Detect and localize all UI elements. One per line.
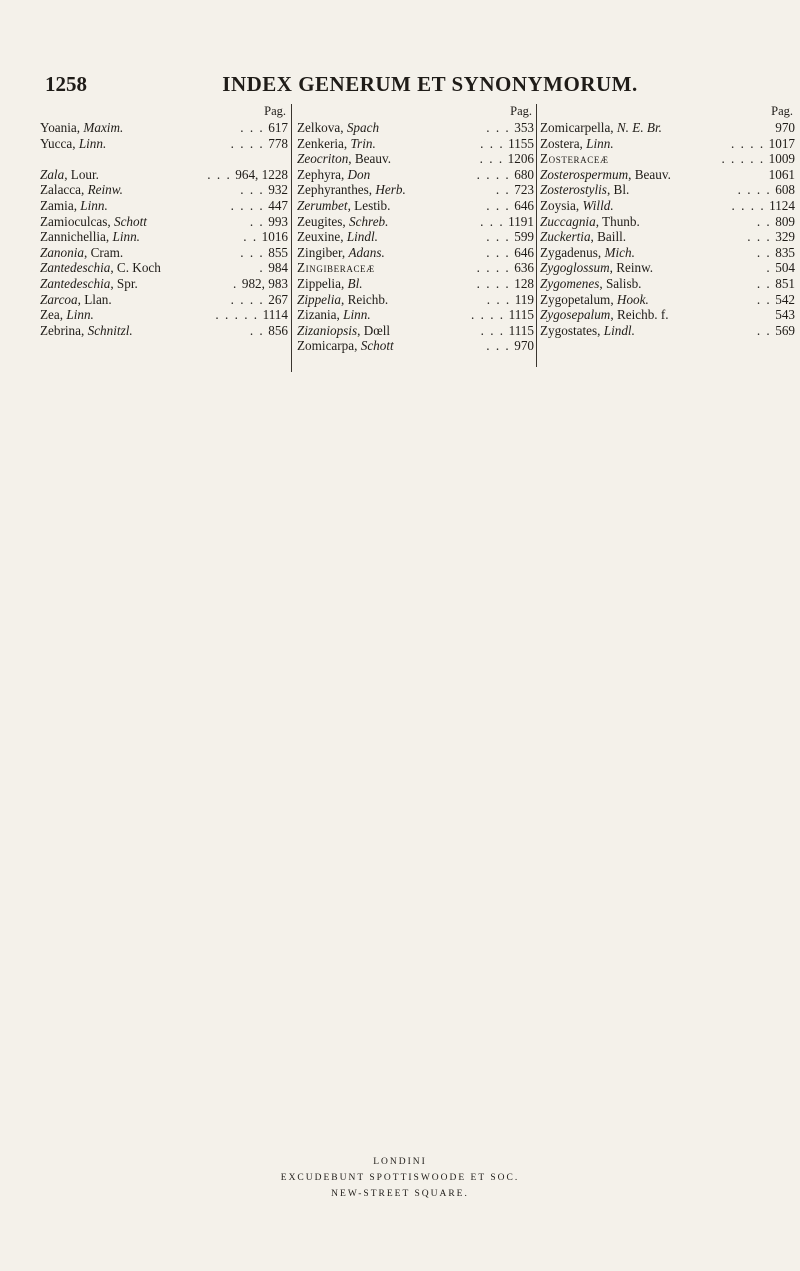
genus-name: Zamia bbox=[40, 197, 74, 213]
genus-name: Zanonia bbox=[40, 244, 84, 260]
page-reference: 856 bbox=[268, 322, 288, 338]
index-entry bbox=[40, 120, 288, 136]
genus-name: Zingiberaceæ bbox=[297, 260, 375, 276]
leader-dots: . . . bbox=[486, 120, 511, 135]
genus-name: Zosteraceæ bbox=[540, 151, 609, 167]
entry-name: Zeugites, Schreb. bbox=[297, 213, 389, 229]
leader-dots: . . bbox=[756, 275, 772, 291]
index-entry bbox=[540, 182, 795, 198]
entry-name: Zomicarpella, N. E. Br. bbox=[540, 120, 662, 135]
page-reference: 982, 983 bbox=[241, 275, 288, 291]
entry-name: Zea, Linn. bbox=[40, 307, 94, 323]
index-entry bbox=[297, 260, 534, 276]
index-entry bbox=[40, 276, 288, 292]
author-abbrev: Reinw. bbox=[616, 260, 654, 276]
leader-dots: . . . bbox=[240, 182, 265, 198]
index-entry bbox=[297, 182, 534, 198]
author-abbrev: Hook. bbox=[616, 291, 649, 307]
entry-name: Zamioculcas, Schott bbox=[40, 213, 147, 229]
leader-dots: . . . bbox=[240, 120, 265, 135]
author-abbrev: Beauv. bbox=[634, 166, 671, 182]
genus-name: Zala bbox=[40, 166, 65, 182]
genus-name: Zingiber bbox=[297, 244, 342, 260]
index-entry bbox=[40, 198, 288, 214]
entry-name: Zephyra, Don bbox=[297, 166, 371, 182]
imprint-printer: EXCUDEBUNT SPOTTISWOODE ET SOC. bbox=[280, 1173, 520, 1183]
genus-name: Zephyra bbox=[297, 166, 341, 182]
genus-name: Yucca bbox=[40, 135, 73, 151]
leader-dots: . . bbox=[756, 244, 772, 260]
author-abbrev: N. E. Br. bbox=[616, 120, 662, 135]
author-abbrev: Baill. bbox=[597, 229, 627, 245]
genus-name: Zalacca bbox=[40, 182, 81, 198]
leader-dots: . . . . bbox=[476, 166, 511, 182]
leader-dots: . . . bbox=[486, 197, 511, 213]
page-reference: 809 bbox=[775, 213, 795, 229]
leader-dots: . . . . bbox=[230, 197, 265, 213]
index-entry bbox=[297, 214, 534, 230]
genus-name: Zenkeria bbox=[297, 135, 344, 151]
author-abbrev: Schreb. bbox=[349, 213, 389, 229]
leader-dots: . . . bbox=[480, 213, 505, 229]
entry-name: Zygoglossum, Reinw. bbox=[540, 260, 654, 276]
page-reference: 608 bbox=[775, 182, 795, 198]
genus-name: Yoania bbox=[40, 120, 77, 135]
page-reference: 1115 bbox=[508, 322, 534, 338]
genus-name: Zosterostylis bbox=[540, 182, 607, 198]
index-entry bbox=[40, 214, 288, 230]
page-reference: 1061 bbox=[768, 166, 795, 182]
genus-name: Zizaniopsis bbox=[297, 322, 358, 338]
running-title: INDEX GENERUM ET SYNONYMORUM. bbox=[222, 72, 638, 96]
index-columns bbox=[40, 104, 795, 704]
index-entry bbox=[540, 307, 795, 323]
leader-dots: . . bbox=[756, 213, 772, 229]
imprint-address: NEW-STREET SQUARE. bbox=[331, 1189, 469, 1199]
leader-dots: . . bbox=[249, 322, 265, 338]
page-reference: 970 bbox=[514, 338, 534, 354]
entry-name: Zygostates, Lindl. bbox=[540, 322, 635, 338]
index-entry bbox=[540, 214, 795, 230]
author-abbrev: Spach bbox=[346, 120, 380, 135]
index-entry bbox=[297, 276, 534, 292]
index-entry bbox=[540, 136, 795, 152]
entry-name: Zosterostylis, Bl. bbox=[540, 182, 630, 198]
genus-name: Zuckertia bbox=[540, 229, 591, 245]
leader-dots: . . . . bbox=[230, 291, 265, 307]
entry-name: Zingiber, Adans. bbox=[297, 244, 385, 260]
page-reference: 984 bbox=[268, 260, 288, 276]
leader-dots: . . . . bbox=[471, 307, 505, 323]
index-entry bbox=[540, 292, 795, 308]
page-reference: 128 bbox=[514, 275, 534, 291]
entry-name: Zantedeschia, Spr. bbox=[40, 275, 138, 291]
genus-name: Zygopetalum bbox=[540, 291, 611, 307]
entry-name: Zizania, Linn. bbox=[297, 307, 371, 323]
page-reference: 1009 bbox=[768, 151, 795, 167]
index-entry bbox=[40, 182, 288, 198]
entry-name: Zala, Lour. bbox=[40, 166, 99, 182]
page-reference: 993 bbox=[268, 213, 288, 229]
index-entry bbox=[297, 245, 534, 261]
entry-name: Zantedeschia, C. Koch bbox=[40, 260, 161, 276]
index-entry bbox=[40, 245, 288, 261]
leader-dots: . . . . bbox=[731, 135, 765, 151]
leader-dots: . . . . . bbox=[721, 151, 765, 167]
author-abbrev: Don bbox=[347, 166, 371, 182]
entry-name: Zomicarpa, Schott bbox=[297, 338, 394, 354]
index-column-3 bbox=[540, 104, 795, 338]
page-reference: 1114 bbox=[262, 307, 288, 323]
genus-name: Zeuxine bbox=[297, 229, 341, 245]
genus-name: Zygoglossum bbox=[540, 260, 610, 276]
author-abbrev: Linn. bbox=[343, 307, 371, 323]
entry-name: Zeocriton, Beauv. bbox=[297, 151, 392, 167]
page-reference: 599 bbox=[514, 229, 534, 245]
genus-name: Zygostates bbox=[540, 322, 598, 338]
index-entry bbox=[297, 307, 534, 323]
author-abbrev: Willd. bbox=[582, 197, 614, 213]
leader-dots: . . bbox=[249, 213, 265, 229]
entry-name: Zygopetalum, Hook. bbox=[540, 291, 649, 307]
page-reference: 964, 1228 bbox=[235, 166, 288, 182]
entry-name: Zelkova, Spach bbox=[297, 120, 380, 135]
genus-name: Zuccagnia bbox=[540, 213, 596, 229]
leader-dots: . . . bbox=[486, 291, 511, 307]
leader-dots: . . . bbox=[480, 322, 505, 338]
page-reference: 447 bbox=[268, 197, 288, 213]
printer-imprint bbox=[0, 1154, 800, 1202]
column-rule bbox=[291, 104, 292, 372]
entry-name: Zalacca, Reinw. bbox=[40, 182, 123, 198]
author-abbrev: Lindl. bbox=[346, 229, 378, 245]
page-reference: 970 bbox=[775, 120, 795, 135]
page-reference: 1017 bbox=[768, 135, 795, 151]
leader-dots: . . . bbox=[480, 135, 505, 151]
index-column-1 bbox=[40, 104, 288, 338]
author-abbrev: Reichb. f. bbox=[616, 307, 669, 323]
genus-name: Zantedeschia bbox=[40, 275, 111, 291]
entry-name: Zephyranthes, Herb. bbox=[297, 182, 406, 198]
author-abbrev: Lindl. bbox=[603, 322, 635, 338]
leader-dots: . . bbox=[243, 229, 258, 245]
index-entry bbox=[297, 198, 534, 214]
page-reference: 542 bbox=[775, 291, 795, 307]
page-number: 1258 bbox=[45, 72, 87, 96]
index-entry bbox=[40, 323, 288, 339]
page-reference: 636 bbox=[514, 260, 534, 276]
page-reference: 835 bbox=[775, 244, 795, 260]
genus-name: Zoysia bbox=[540, 197, 576, 213]
page-reference: 569 bbox=[775, 322, 795, 338]
page-reference: 1124 bbox=[769, 197, 795, 213]
entry-name: Zuccagnia, Thunb. bbox=[540, 213, 640, 229]
index-entry bbox=[297, 338, 534, 354]
page-reference: 723 bbox=[514, 182, 534, 198]
entry-name bbox=[297, 260, 375, 276]
author-abbrev: Thunb. bbox=[602, 213, 640, 229]
entry-name: Zizaniopsis, Dœll bbox=[297, 322, 391, 338]
page-reference: 119 bbox=[514, 291, 534, 307]
author-abbrev: Linn. bbox=[112, 229, 140, 245]
index-entry bbox=[297, 167, 534, 183]
genus-name: Zephyranthes bbox=[297, 182, 369, 198]
genus-name: Zippelia bbox=[297, 275, 341, 291]
author-abbrev: Linn. bbox=[66, 307, 94, 323]
entry-name: Zamia, Linn. bbox=[40, 197, 108, 213]
author-abbrev: Bl. bbox=[347, 275, 363, 291]
author-abbrev: Herb. bbox=[375, 182, 406, 198]
page-column-label: Pag. bbox=[510, 104, 532, 118]
genus-name: Zelkova bbox=[297, 120, 341, 135]
index-entry bbox=[297, 120, 534, 136]
index-entry bbox=[297, 136, 534, 152]
genus-name: Zygosepalum bbox=[540, 307, 611, 323]
index-entry bbox=[40, 136, 288, 152]
author-abbrev: Mich. bbox=[604, 244, 635, 260]
entry-name: Zanonia, Cram. bbox=[40, 244, 124, 260]
index-entry bbox=[40, 292, 288, 308]
page-reference: 646 bbox=[514, 197, 534, 213]
genus-name: Zamioculcas bbox=[40, 213, 108, 229]
page-reference: 778 bbox=[268, 135, 288, 151]
author-abbrev: Schnitzl. bbox=[87, 322, 133, 338]
entry-name bbox=[540, 151, 609, 167]
genus-name: Zantedeschia bbox=[40, 260, 111, 276]
index-entry bbox=[540, 245, 795, 261]
genus-name: Zea bbox=[40, 307, 60, 323]
page-reference: 353 bbox=[514, 120, 534, 135]
index-entry bbox=[540, 151, 795, 167]
author-abbrev: Linn. bbox=[80, 197, 108, 213]
leader-dots: . . bbox=[756, 322, 772, 338]
author-abbrev: Lour. bbox=[70, 166, 99, 182]
genus-name: Zygomenes bbox=[540, 275, 600, 291]
entry-name: Zerumbet, Lestib. bbox=[297, 197, 391, 213]
index-entry bbox=[40, 307, 288, 323]
index-entry bbox=[40, 229, 288, 245]
leader-dots: . bbox=[259, 260, 265, 276]
index-entry bbox=[540, 229, 795, 245]
genus-name: Zippelia bbox=[297, 291, 341, 307]
index-entry bbox=[297, 292, 534, 308]
genus-name: Zygadenus bbox=[540, 244, 598, 260]
author-abbrev: Beauv. bbox=[354, 151, 392, 167]
author-abbrev: Dœll bbox=[363, 322, 391, 338]
entry-name: Zostera, Linn. bbox=[540, 135, 614, 151]
author-abbrev: Adans. bbox=[348, 244, 385, 260]
genus-name: Zeocriton bbox=[297, 151, 349, 167]
entry-name: Zosterospermum, Beauv. bbox=[540, 166, 671, 182]
leader-dots: . . . bbox=[479, 151, 504, 167]
leader-dots: . . . bbox=[486, 244, 511, 260]
author-abbrev: Salisb. bbox=[605, 275, 642, 291]
page-reference: 1115 bbox=[508, 307, 534, 323]
index-entry bbox=[297, 323, 534, 339]
entry-name: Zippelia, Bl. bbox=[297, 275, 363, 291]
entry-name: Zippelia, Reichb. bbox=[297, 291, 389, 307]
entry-name: Zannichellia, Linn. bbox=[40, 229, 140, 245]
leader-dots: . . . . . bbox=[215, 307, 259, 323]
genus-name: Zomicarpa bbox=[297, 338, 355, 354]
blank-line bbox=[40, 151, 288, 167]
leader-dots: . . . bbox=[486, 338, 511, 354]
genus-name: Zarcoa bbox=[40, 291, 78, 307]
page-reference: 646 bbox=[514, 244, 534, 260]
page-column-label: Pag. bbox=[771, 104, 793, 118]
index-entry bbox=[540, 167, 795, 183]
entry-name: Zarcoa, Llan. bbox=[40, 291, 112, 307]
genus-name: Zostera bbox=[540, 135, 580, 151]
entry-name: Zebrina, Schnitzl. bbox=[40, 322, 133, 338]
genus-name: Zomicarpella bbox=[540, 120, 611, 135]
entry-name: Zuckertia, Baill. bbox=[540, 229, 627, 245]
leader-dots: . . bbox=[756, 291, 772, 307]
leader-dots: . . . bbox=[747, 229, 772, 245]
author-abbrev: Trin. bbox=[350, 135, 376, 151]
author-abbrev: Reichb. bbox=[347, 291, 389, 307]
author-abbrev: Maxim. bbox=[83, 120, 124, 135]
entry-name: Zeuxine, Lindl. bbox=[297, 229, 378, 245]
leader-dots: . . . . bbox=[737, 182, 772, 198]
leader-dots: . . . . bbox=[476, 275, 511, 291]
author-abbrev: Schott bbox=[113, 213, 147, 229]
page-column-label: Pag. bbox=[264, 104, 286, 118]
page-reference: 617 bbox=[268, 120, 288, 135]
entry-name: Zygosepalum, Reichb. f. bbox=[540, 307, 669, 323]
entry-name: Zenkeria, Trin. bbox=[297, 135, 376, 151]
index-entry bbox=[540, 276, 795, 292]
genus-name: Zizania bbox=[297, 307, 337, 323]
entry-name: Yoania, Maxim. bbox=[40, 120, 124, 135]
leader-dots: . . . bbox=[486, 229, 511, 245]
index-entry bbox=[540, 120, 795, 136]
column-rule bbox=[536, 104, 537, 367]
author-abbrev: Reinw. bbox=[87, 182, 123, 198]
page-reference: 329 bbox=[775, 229, 795, 245]
leader-dots: . . . . bbox=[230, 135, 265, 151]
leader-dots: . . . . bbox=[731, 197, 766, 213]
entry-name: Zygomenes, Salisb. bbox=[540, 275, 642, 291]
author-abbrev: Llan. bbox=[84, 291, 112, 307]
author-abbrev: Cram. bbox=[90, 244, 124, 260]
entry-name: Zygadenus, Mich. bbox=[540, 244, 635, 260]
author-abbrev: Lestib. bbox=[354, 197, 391, 213]
page-reference: 267 bbox=[268, 291, 288, 307]
index-entry bbox=[297, 151, 534, 167]
entry-name: Zoysia, Willd. bbox=[540, 197, 614, 213]
page-reference: 932 bbox=[268, 182, 288, 198]
leader-dots: . . bbox=[495, 182, 511, 198]
genus-name: Zeugites bbox=[297, 213, 343, 229]
page-reference: 680 bbox=[514, 166, 534, 182]
entry-name: Yucca, Linn. bbox=[40, 135, 107, 151]
author-abbrev: C. Koch bbox=[116, 260, 161, 276]
index-entry bbox=[540, 260, 795, 276]
page-reference: 543 bbox=[775, 307, 795, 323]
leader-dots: . bbox=[233, 275, 238, 291]
index-entry bbox=[540, 323, 795, 339]
index-entry bbox=[40, 260, 288, 276]
leader-dots: . . . bbox=[240, 244, 265, 260]
index-entry bbox=[297, 229, 534, 245]
page-reference: 504 bbox=[775, 260, 795, 276]
genus-name: Zebrina bbox=[40, 322, 82, 338]
running-header bbox=[45, 72, 785, 102]
author-abbrev: Linn. bbox=[586, 135, 614, 151]
author-abbrev: Schott bbox=[360, 338, 394, 354]
page-reference: 1206 bbox=[507, 151, 534, 167]
page-reference: 1191 bbox=[508, 213, 534, 229]
author-abbrev: Bl. bbox=[613, 182, 630, 198]
genus-name: Zerumbet bbox=[297, 197, 348, 213]
leader-dots: . . . bbox=[207, 166, 232, 182]
index-column-2 bbox=[297, 104, 534, 354]
author-abbrev: Linn. bbox=[78, 135, 107, 151]
leader-dots: . bbox=[766, 260, 772, 276]
imprint-place: LONDINI bbox=[373, 1157, 427, 1167]
author-abbrev: Spr. bbox=[116, 275, 138, 291]
index-entry bbox=[40, 167, 288, 183]
page-reference: 1155 bbox=[508, 135, 534, 151]
leader-dots: . . . . bbox=[476, 260, 511, 276]
index-entry bbox=[540, 198, 795, 214]
genus-name: Zannichellia bbox=[40, 229, 106, 245]
genus-name: Zosterospermum bbox=[540, 166, 629, 182]
page-reference: 851 bbox=[775, 275, 795, 291]
page-reference: 1016 bbox=[261, 229, 288, 245]
page-reference: 855 bbox=[268, 244, 288, 260]
